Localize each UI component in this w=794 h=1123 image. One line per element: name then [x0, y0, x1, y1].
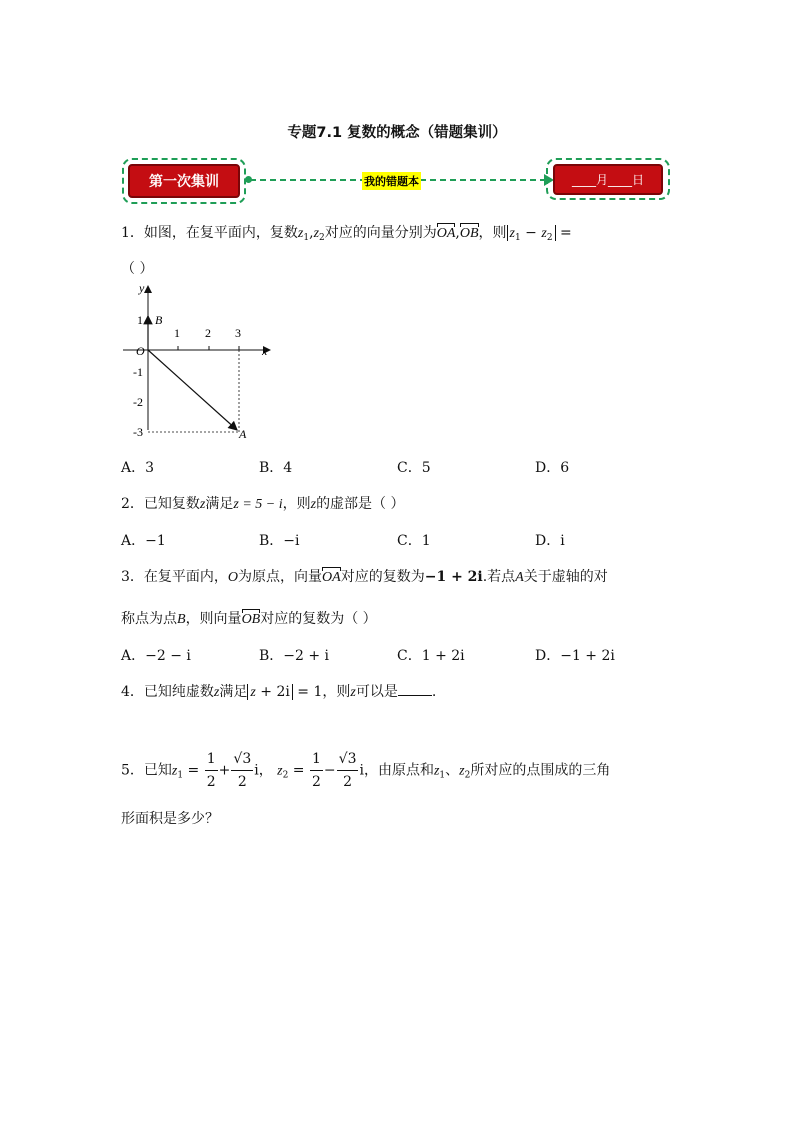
question-5: 5．已知$z_1$ = $\frac{1}{2}$ + $\frac{√3}{2}$ i， $z_2$ = $\frac{1}{2}$ − $\frac{√3}{2}$ i，由原点和$z_1$、$z_2$所对应的点围成的三角	[121, 748, 610, 793]
q3-option-d[interactable]: D．−1 + 2i	[535, 648, 615, 664]
x-tick-2: 2	[205, 326, 211, 340]
q2-option-d[interactable]: D．i	[535, 533, 565, 549]
question-4: 4．已知纯虚数z满足 z + 2i = 1，则z可以是 .	[121, 684, 437, 700]
q3-option-c[interactable]: C．1 + 2i	[397, 648, 465, 664]
x-tick-1: 1	[174, 326, 180, 340]
error-book-label: 我的错题本	[362, 172, 421, 190]
q2-option-b[interactable]: B．−i	[259, 533, 300, 549]
q1-option-c[interactable]: C．5	[397, 460, 431, 476]
vector-oa	[148, 350, 237, 430]
complex-plane-graph	[118, 280, 278, 450]
question-5-line-2: 形面积是多少？	[121, 811, 219, 827]
point-a-label: A	[239, 427, 247, 441]
q3-option-a[interactable]: A．−2 − i	[121, 648, 191, 664]
q1-option-a[interactable]: A．3	[121, 460, 155, 476]
q1-option-d[interactable]: D．6	[535, 460, 570, 476]
question-1: 1．如图，在复平面内，复数$z_1,z_2$对应的向量分别为OA,OB，则 $z_1 - z_2$ =	[121, 225, 572, 243]
origin-label: O	[136, 344, 145, 358]
y-axis-label: y	[139, 281, 145, 295]
question-3-line-2: 称点为点B，则向量OB对应的复数为（ ）	[121, 611, 377, 627]
point-b-label: B	[155, 313, 163, 327]
x-tick-3: 3	[235, 326, 241, 340]
question-3: 3．在复平面内，O为原点，向量OA对应的复数为−1 + 2i.若点A关于虚轴的对	[121, 569, 608, 585]
question-2: 2．已知复数z满足z = 5 − i，则z的虚部是（ ）	[121, 496, 405, 512]
y-tick-neg2: -2	[133, 395, 143, 409]
q2-option-c[interactable]: C．1	[397, 533, 431, 549]
page-title: 专题7.1 复数的概念（错题集训）	[287, 125, 507, 141]
y-tick-neg1: -1	[133, 365, 143, 379]
q1-option-b[interactable]: B．4	[259, 460, 293, 476]
q2-option-a[interactable]: A．−1	[121, 533, 166, 549]
first-training-badge: 第一次集训	[128, 164, 240, 198]
y-tick-1: 1	[137, 313, 143, 327]
date-badge: ____月____日	[553, 164, 663, 195]
y-tick-neg3: -3	[133, 425, 143, 439]
x-axis-label: x	[262, 344, 268, 358]
question-1-paren: （ ）	[121, 261, 154, 277]
q3-option-b[interactable]: B．−2 + i	[259, 648, 330, 664]
answer-blank[interactable]	[398, 683, 432, 696]
